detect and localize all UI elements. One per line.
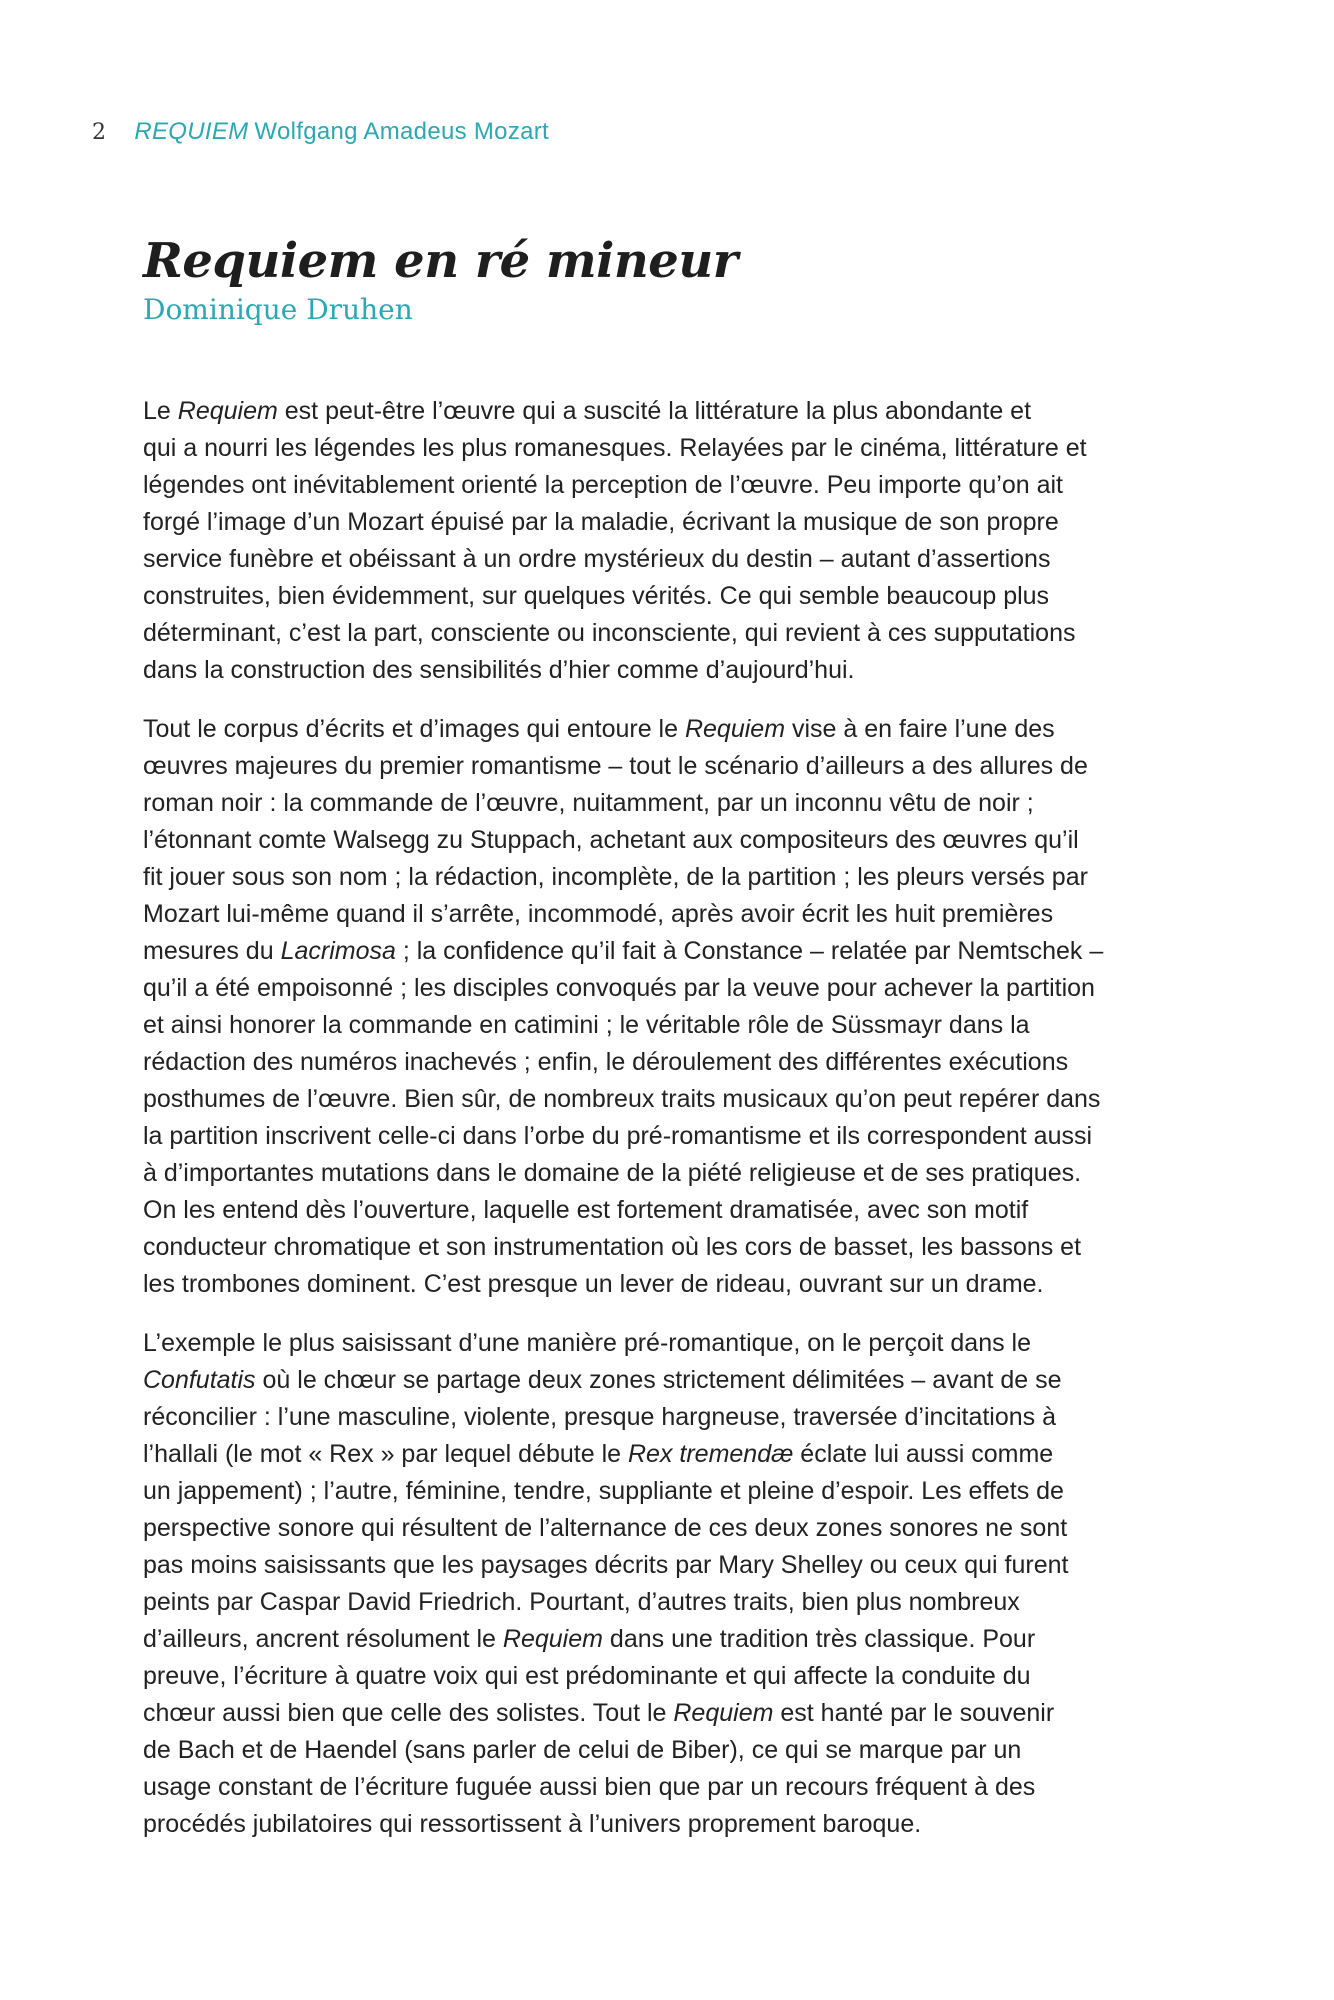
text-line [143, 1473, 1198, 1510]
text-run: déterminant, c’est la part, consciente ou inconsciente, qui revient à ces supputations [143, 619, 1076, 647]
text-line [143, 578, 1198, 615]
text-line [143, 711, 1198, 748]
text-run: l’hallali (le mot « Rex » par lequel débute le [143, 1440, 628, 1468]
body-paragraph [143, 1325, 1198, 1843]
body-paragraph [143, 711, 1198, 1303]
text-run: qui a nourri les légendes les plus romanesques. Relayées par le cinéma, littérature et [143, 434, 1087, 462]
text-run: chœur aussi bien que celle des solistes. Tout le [143, 1699, 674, 1727]
text-run: conducteur chromatique et son instrumentation où les cors de basset, les bassons et [143, 1233, 1082, 1261]
text-run: construites, bien évidemment, sur quelques vérités. Ce qui semble beaucoup plus [143, 582, 1050, 610]
text-line [143, 1769, 1198, 1806]
text-line [143, 1658, 1198, 1695]
text-run: dans une tradition très classique. Pour [602, 1625, 1036, 1653]
text-line [143, 1155, 1198, 1192]
text-line [143, 652, 1198, 689]
text-line [143, 970, 1198, 1007]
text-run: et ainsi honorer la commande en catimini ; le véritable rôle de Süssmayr dans la [143, 1011, 1030, 1039]
text-line [143, 1325, 1198, 1362]
text-line [143, 1436, 1198, 1473]
text-run: forgé l’image d’un Mozart épuisé par la maladie, écrivant la musique de son propre [143, 508, 1059, 536]
work-title-italic: Rex tremendæ [628, 1440, 794, 1468]
running-head [92, 118, 549, 146]
text-run: d’ailleurs, ancrent résolument le [143, 1625, 503, 1653]
text-line [143, 1118, 1198, 1155]
text-line [143, 1510, 1198, 1547]
text-line [143, 785, 1198, 822]
work-title-italic: Confutatis [143, 1366, 256, 1394]
text-run: dans la construction des sensibilités d’hier comme d’aujourd’hui. [143, 656, 855, 684]
text-line [143, 1007, 1198, 1044]
text-line [143, 1044, 1198, 1081]
text-run: mesures du [143, 937, 281, 965]
text-line [143, 1547, 1198, 1584]
text-run: un jappement) ; l’autre, féminine, tendre, suppliante et pleine d’espoir. Les effets de [143, 1477, 1064, 1505]
text-run: roman noir : la commande de l’œuvre, nuitamment, par un inconnu vêtu de noir ; [143, 789, 1034, 817]
text-run: est hanté par le souvenir [773, 1699, 1055, 1727]
running-head-composer: Wolfgang Amadeus Mozart [254, 118, 550, 145]
text-line [143, 896, 1198, 933]
text-run: ; la confidence qu’il fait à Constance – relatée par Nemtschek – [395, 937, 1104, 965]
article-author: Dominique Druhen [143, 293, 413, 326]
body-paragraph [143, 393, 1198, 689]
text-run: procédés jubilatoires qui ressortissent à l’univers proprement baroque. [143, 1810, 922, 1838]
text-run: L’exemple le plus saisissant d’une manière pré-romantique, on le perçoit dans le [143, 1329, 1032, 1357]
article-heading [143, 232, 738, 328]
work-title-italic: Lacrimosa [280, 937, 396, 965]
text-line [143, 1399, 1198, 1436]
text-run: Tout le corpus d’écrits et d’images qui entoure le [143, 715, 685, 743]
text-line [143, 1621, 1198, 1658]
text-run: posthumes de l’œuvre. Bien sûr, de nombreux traits musicaux qu’on peut repérer dans [143, 1085, 1101, 1113]
text-run: réconcilier : l’une masculine, violente, presque hargneuse, traversée d’incitations à [143, 1403, 1057, 1431]
text-run: On les entend dès l’ouverture, laquelle est fortement dramatisée, avec son motif [143, 1196, 1029, 1224]
work-title-italic: Requiem [177, 397, 278, 425]
text-line [143, 1266, 1198, 1303]
page-number: 2 [92, 120, 107, 145]
article-title: Requiem en ré mineur [143, 233, 738, 289]
text-run: où le chœur se partage deux zones strictement délimitées – avant de se [255, 1366, 1062, 1394]
text-line [143, 541, 1198, 578]
text-run: peints par Caspar David Friedrich. Pourtant, d’autres traits, bien plus nombreux [143, 1588, 1020, 1616]
text-run: l’étonnant comte Walsegg zu Stuppach, achetant aux compositeurs des œuvres qu’il [143, 826, 1079, 854]
text-line [143, 1081, 1198, 1118]
text-run: Le [143, 397, 178, 425]
text-run: à d’importantes mutations dans le domaine de la piété religieuse et de ses pratiques. [143, 1159, 1082, 1187]
text-run: pas moins saisissants que les paysages décrits par Mary Shelley ou ceux qui furent [143, 1551, 1069, 1579]
text-run: éclate lui aussi comme [793, 1440, 1054, 1468]
text-run: service funèbre et obéissant à un ordre mystérieux du destin – autant d’assertions [143, 545, 1051, 573]
running-head-title: REQUIEM [134, 118, 249, 145]
text-run: les trombones dominent. C’est presque un lever de rideau, ouvrant sur un drame. [143, 1270, 1044, 1298]
text-run: est peut-être l’œuvre qui a suscité la littérature la plus abondante et [277, 397, 1032, 425]
text-line [143, 1695, 1198, 1732]
text-run: preuve, l’écriture à quatre voix qui est prédominante et qui affecte la conduite du [143, 1662, 1031, 1690]
text-line [143, 504, 1198, 541]
text-line [143, 748, 1198, 785]
text-run: œuvres majeures du premier romantisme – tout le scénario d’ailleurs a des allures de [143, 752, 1088, 780]
text-line [143, 1584, 1198, 1621]
text-run: la partition inscrivent celle-ci dans l’orbe du pré-romantisme et ils correspondent aussi [143, 1122, 1093, 1150]
text-run: vise à en faire l’une des [785, 715, 1055, 743]
text-run: usage constant de l’écriture fuguée aussi bien que par un recours fréquent à des [143, 1773, 1036, 1801]
work-title-italic: Requiem [684, 715, 786, 743]
text-line [143, 822, 1198, 859]
text-line [143, 1229, 1198, 1266]
work-title-italic: Requiem [673, 1699, 774, 1727]
text-run: Mozart lui-même quand il s’arrête, incommodé, après avoir écrit les huit premières [143, 900, 1054, 928]
text-run: légendes ont inévitablement orienté la perception de l’œuvre. Peu importe qu’on ait [143, 471, 1063, 499]
text-line [143, 1362, 1198, 1399]
text-run: de Bach et de Haendel (sans parler de celui de Biber), ce qui se marque par un [143, 1736, 1022, 1764]
work-title-italic: Requiem [502, 1625, 603, 1653]
text-run: rédaction des numéros inachevés ; enfin, le déroulement des différentes exécutions [143, 1048, 1069, 1076]
text-line [143, 393, 1198, 430]
text-line [143, 1806, 1198, 1843]
text-run: perspective sonore qui résultent de l’alternance de ces deux zones sonores ne sont [143, 1514, 1068, 1542]
article-body [143, 393, 1198, 1865]
text-line [143, 467, 1198, 504]
text-line [143, 933, 1198, 970]
text-line [143, 1732, 1198, 1769]
text-run: qu’il a été empoisonné ; les disciples convoqués par la veuve pour achever la partition [143, 974, 1095, 1002]
text-line [143, 859, 1198, 896]
text-line [143, 1192, 1198, 1229]
text-line [143, 615, 1198, 652]
text-line [143, 430, 1198, 467]
text-run: fit jouer sous son nom ; la rédaction, incomplète, de la partition ; les pleurs versés par [143, 863, 1088, 891]
